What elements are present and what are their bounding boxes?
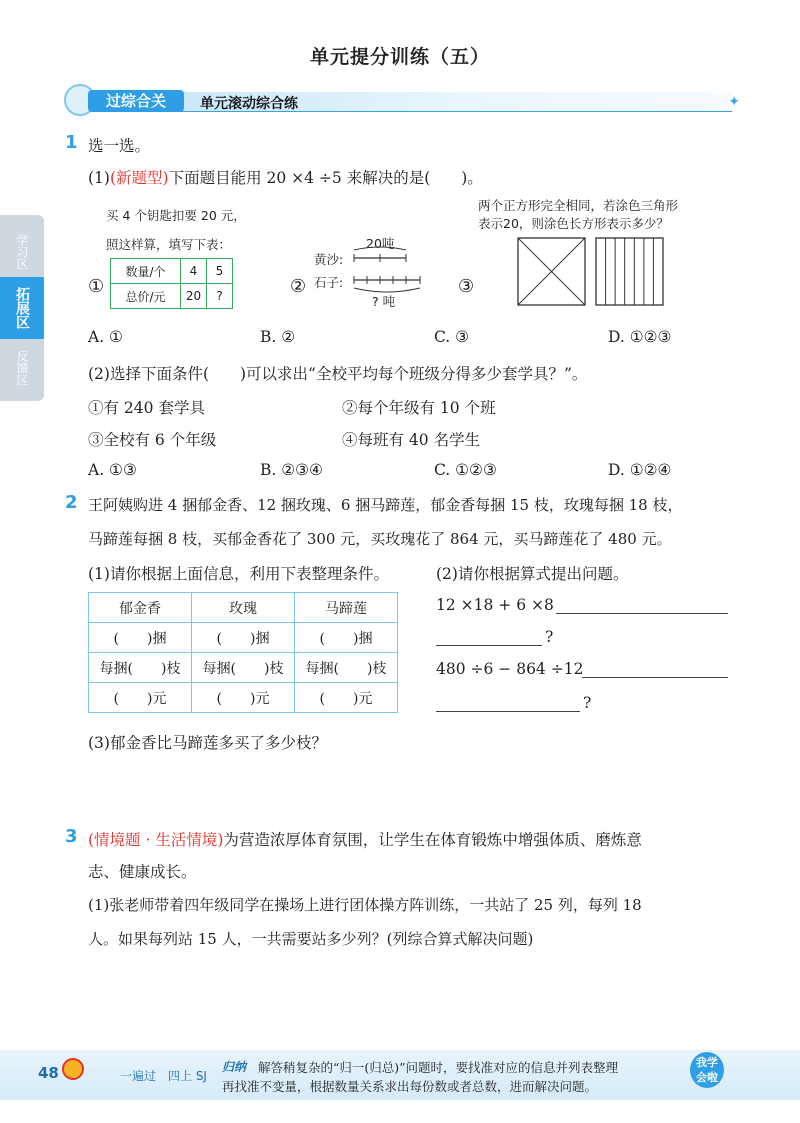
side-tab-study[interactable]: 学习区: [15, 234, 29, 270]
figC-text1: 两个正方形完全相同，若涂色三角形: [478, 198, 679, 213]
q1-part2: (2)选择下面条件( )可以求出“全校平均每个班级分得多少套学具？”。: [88, 365, 588, 383]
badge-line1: 我学: [696, 1056, 718, 1069]
header-calla: 马蹄莲: [295, 593, 398, 623]
table-row: ( )捆 ( )捆 ( )捆: [89, 623, 398, 653]
badge-line2: 会啦: [696, 1071, 718, 1084]
flower-table: [88, 592, 398, 713]
learned-badge: [690, 1052, 724, 1088]
figB-row1-label: 黄沙:: [314, 252, 344, 267]
condition-4: ④每班有 40 名学生: [342, 431, 481, 449]
banner-subtitle: 单元滚动综合练: [200, 96, 298, 112]
option2-c[interactable]: C. ①②③: [434, 461, 497, 479]
figB-row2-label: 石子:: [314, 275, 344, 290]
banner-tag: 过综合关: [88, 90, 184, 112]
q3-line1: [88, 828, 642, 850]
summary-label: 归纳: [222, 1060, 247, 1074]
q2-line1: 王阿姨购进 4 捆郁金香、12 捆玫瑰、6 捆马蹄莲，郁金香每捆 15 枝，玫瑰每捆 18 枝，: [88, 496, 683, 514]
option-b[interactable]: B. ②: [260, 328, 296, 346]
formula-2: 480 ÷6 − 864 ÷12: [436, 660, 584, 678]
q1-number: 1: [65, 132, 78, 153]
star-icon: ✦: [728, 94, 740, 110]
answer-line[interactable]: [436, 711, 580, 712]
table-row: 每捆( )枝 每捆( )枝 每捆( )枝: [89, 653, 398, 683]
condition-1: ①有 240 套学具: [88, 399, 205, 417]
q2-part1: (1)请你根据上面信息，利用下表整理条件。: [88, 565, 389, 583]
page-title: 单元提分训练（五）: [309, 46, 490, 68]
q3-part1-line2: 人。如果每列站 15 人，一共需要站多少列？(列综合算式解决问题): [88, 930, 534, 948]
mascot-icon: [62, 1058, 84, 1080]
square-diagram: [517, 237, 665, 307]
section-banner: [60, 90, 740, 114]
new-type-tag: (新题型): [109, 169, 169, 187]
option2-a[interactable]: A. ①③: [88, 461, 137, 479]
q1-stem: 选一选。: [88, 137, 151, 155]
line-segment-diagram: [340, 244, 440, 296]
option2-d[interactable]: D. ①②④: [608, 461, 672, 479]
q3-line1-text: 为营造浓厚体育氛围，让学生在体育锻炼中增强体质、磨炼意: [223, 831, 642, 849]
option-c[interactable]: C. ③: [434, 328, 470, 346]
side-tab-extend[interactable]: 拓展区: [0, 277, 44, 339]
header-rose: 玫瑰: [192, 593, 295, 623]
condition-3: ③全校有 6 个年级: [88, 431, 217, 449]
figC-text2: 表示20，则涂色长方形表示多少？: [478, 216, 669, 231]
figB-bottom-label: ? 吨: [372, 294, 396, 309]
answer-line[interactable]: [436, 645, 542, 646]
footer-note-2: 再找准不变量，根据数量关系求出每份数或者总数，进而解决问题。: [222, 1079, 598, 1094]
option-a[interactable]: A. ①: [88, 328, 123, 346]
table-header-row: [89, 593, 398, 623]
condition-2: ②每个年级有 10 个班: [342, 399, 496, 417]
q2-line2: 马蹄莲每捆 8 枝，买郁金香花了 300 元，买玫瑰花了 864 元，买马蹄莲花了 480 元。: [88, 530, 672, 548]
q3-number: 3: [65, 826, 78, 847]
q2-part2: (2)请你根据算式提出问题。: [436, 565, 629, 583]
book-title: 一遍过 四上 SJ: [120, 1069, 207, 1083]
scenario-tag: (情境题 · 生活情境): [88, 831, 224, 849]
q1-part1: [88, 166, 483, 188]
figB-mark: ②: [290, 276, 307, 297]
table-row: ( )元 ( )元 ( )元: [89, 683, 398, 713]
table-row: 数量/个 4 5: [111, 259, 233, 284]
option2-b[interactable]: B. ②③④: [260, 461, 323, 479]
option-d[interactable]: D. ①②③: [608, 328, 672, 346]
figB-top-label: 20吨: [366, 236, 395, 251]
table-row: 总价/元 20 ?: [111, 284, 233, 309]
q1-part1-text: 下面题目能用 20 ×4 ÷5 来解决的是( )。: [168, 169, 483, 187]
header-tulip: 郁金香: [89, 593, 192, 623]
figA-line1: 买 4 个钥匙扣要 20 元，: [106, 208, 246, 223]
figA-table: [110, 258, 233, 309]
figA-line2: 照这样算，填写下表：: [106, 237, 232, 252]
q3-part1-line1: (1)张老师带着四年级同学在操场上进行团体操方阵训练，一共站了 25 列，每列 18: [88, 896, 642, 914]
question-mark: ?: [583, 694, 592, 712]
q2-number: 2: [65, 492, 78, 513]
figA-mark: ①: [88, 276, 105, 297]
footer-note-1: 解答稍复杂的“归一(归总)”问题时，要找准对应的信息并列表整理: [258, 1060, 619, 1075]
answer-line[interactable]: [556, 613, 728, 614]
page-number: 48: [38, 1064, 59, 1082]
side-tabs: [0, 215, 44, 401]
question-mark: ?: [545, 628, 554, 646]
answer-line[interactable]: [582, 677, 728, 678]
figC-mark: ③: [458, 276, 475, 297]
q2-part3: (3)郁金香比马蹄莲多买了多少枝？: [88, 734, 327, 752]
side-tab-feedback[interactable]: 反馈区: [15, 350, 29, 386]
q1-part1-num: (1): [88, 169, 110, 187]
formula-1: 12 ×18 + 6 ×8: [436, 596, 554, 614]
q3-line2: 志、健康成长。: [88, 863, 197, 881]
